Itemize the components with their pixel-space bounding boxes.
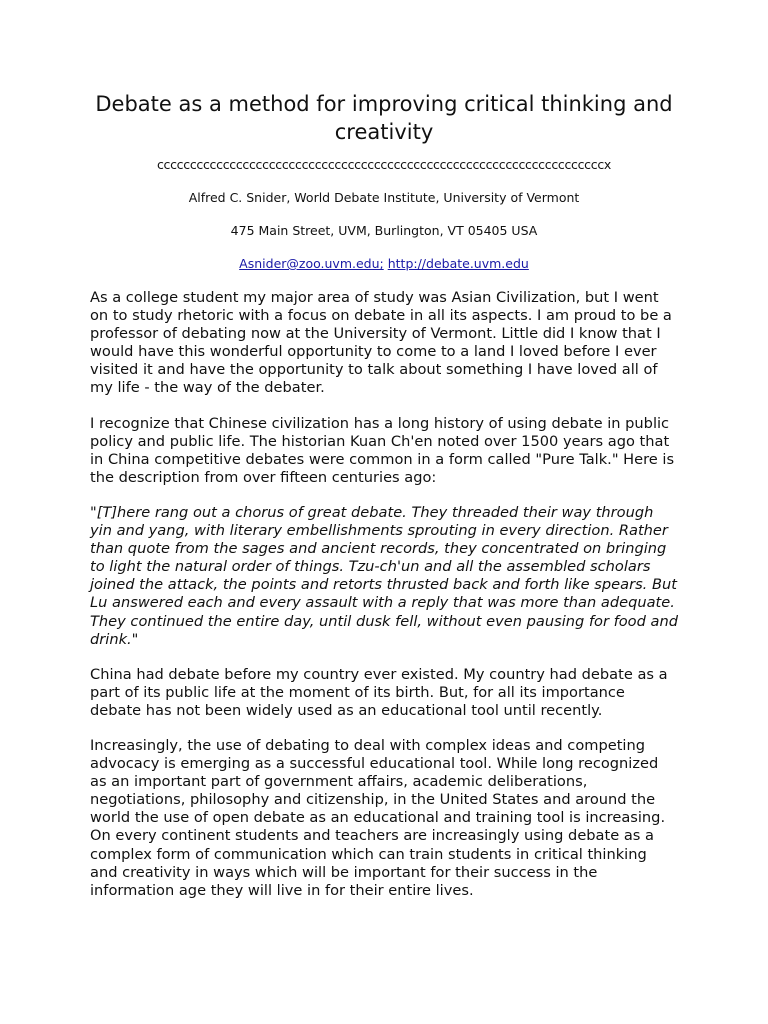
document-title: Debate as a method for improving critical thinking and creativity [95, 92, 673, 144]
quote-open-mark: " [90, 503, 97, 521]
quote-close-mark: " [131, 630, 139, 648]
website-link[interactable]: http://debate.uvm.edu [387, 256, 529, 271]
paragraph-country: China had debate before my country ever existed. My country had debate as a part of its public life at the moment of its birth. But, for all its importance debate has not been widely used as an educational tool until recently. [90, 665, 668, 719]
paragraph-intro: As a college student my major area of study was Asian Civilization, but I went on to study rhetoric with a focus on debate in all its aspects. I am proud to be a professor of debating now at the University of Vermont. Little did I know that I would have this wonderful opportunity to come to a land I loved before I ever visited it and have the opportunity to talk about something I have loved all of my life - the way of the debater. [90, 289, 672, 397]
contact-line [90, 256, 678, 271]
document-page [90, 90, 678, 917]
paragraph-education: Increasingly, the use of debating to deal with complex ideas and competing advocacy is emerging as a successful educational tool. While long recognized as an important part of government affairs, academic deliberations, negotiations, philosophy and citizenship, in the United States and around the world the use of open debate as an educational and training tool is increasing. On every continent students and teachers are increasingly using debate as a complex form of communication which can train students in critical thinking and creativity in ways which will be important for their success in the information age they will live in for their entire lives. [90, 736, 666, 899]
quote-text: [T]here rang out a chorus of great debate. They threaded their way through yin and yang, with literary embellishments sprouting in every direction. Rather than quote from the sages and ancient records, they concentrated on bringing to light the natural order of things. Tzu-ch'un and all the assembled scholars joined the attack, the points and retorts thrusted back and forth like spears. But Lu answered each and every assault with a reply that was more than adequate. They continued the entire day, until dusk fell, without even pausing for food and drink. [90, 503, 678, 648]
author-line: Alfred C. Snider, World Debate Institute, University of Vermont [188, 190, 580, 205]
address-line: 475 Main Street, UVM, Burlington, VT 05405 USA [230, 223, 538, 238]
paragraph-history: I recognize that Chinese civilization has a long history of using debate in public policy and public life. The historian Kuan Ch'en noted over 1500 years ago that in China competitive debates were common in a form called "Pure Talk." Here is the description from over fifteen centuries ago: [90, 414, 675, 486]
email-link[interactable]: Asnider@zoo.uvm.edu; [239, 256, 384, 271]
document-subtitle: ccccccccccccccccccccccccccccccccccccccccccccccccccccccccccccccccccccx [156, 157, 612, 172]
quote-paragraph [90, 504, 678, 649]
